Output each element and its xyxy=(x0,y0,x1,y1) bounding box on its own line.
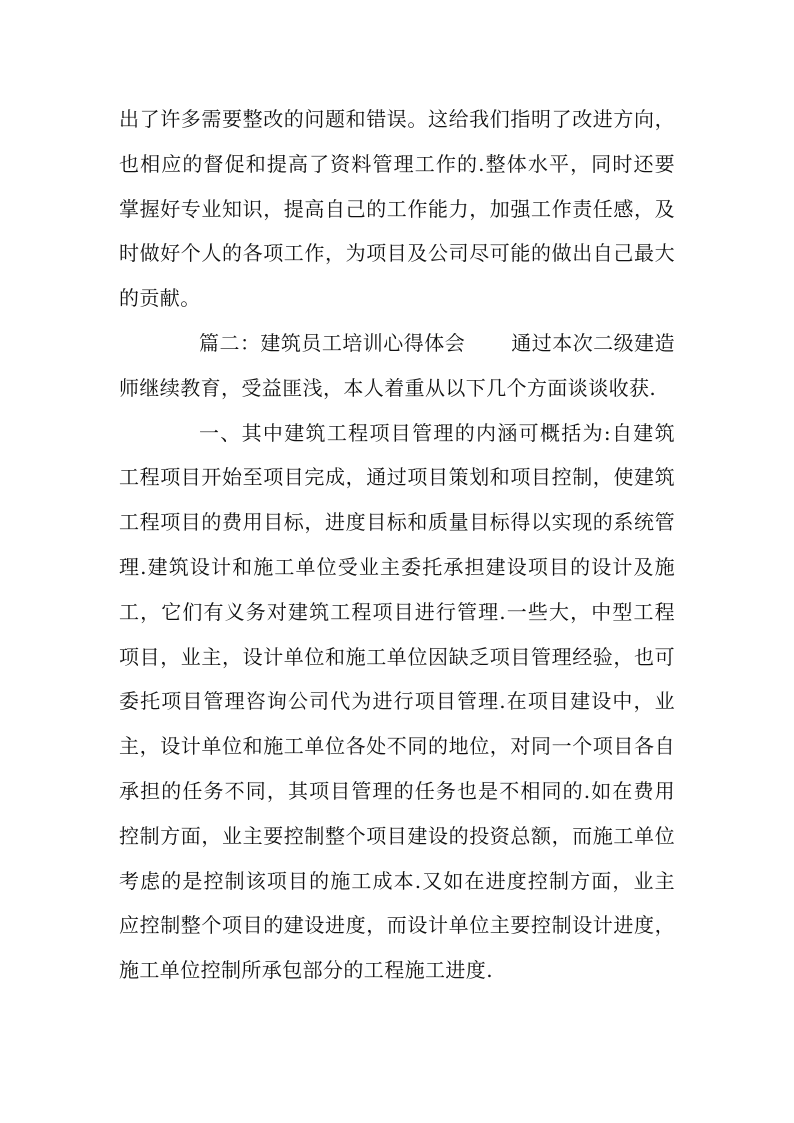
paragraph-continuation xyxy=(119,97,675,321)
section-heading: 篇二：建筑员工培训心得体会 xyxy=(199,330,466,355)
paragraph-text: 出了许多需要整改的问题和错误。这给我们指明了改进方向，也相应的督促和提高了资料管理工作的.整体水平，同时还要掌握好专业知识，提高自己的工作能力，加强工作责任感，及时做好个人的各项工作，为项目及公司尽可能的做出自己最大的贡献。 xyxy=(119,107,675,311)
paragraph-section-two xyxy=(119,321,675,411)
paragraph-text: 一、其中建筑工程项目管理的内涵可概括为:自建筑工程项目开始至项目完成，通过项目策划和项目控制，使建筑工程项目的费用目标，进度目标和质量目标得以实现的系统管理.建筑设计和施工单位受业主委托承担建设项目的设计及施工，它们有义务对建筑工程项目进行管理.一些大，中型工程项目，业主，设计单位和施工单位因缺乏项目管理经验，也可委托项目管理咨询公司代为进行项目管理.在项目建设中，业主，设计单位和施工单位各处不同的地位，对同一个项目各自承担的任务不同，其项目管理的任务也是不相同的.如在费用控制方面，业主要控制整个项目建设的投资总额，而施工单位考虑的是控制该项目的施工成本.又如在进度控制方面，业主应控制整个项目的建设进度，而设计单位主要控制设计进度，施工单位控制所承包部分的工程施工进度. xyxy=(119,420,675,983)
document-body xyxy=(119,97,675,993)
paragraph-point-one xyxy=(119,411,675,993)
paragraph-text: 通过本次二级建造师继续教育，受益匪浅，本人着重从以下几个方面谈谈收获. xyxy=(119,330,675,400)
